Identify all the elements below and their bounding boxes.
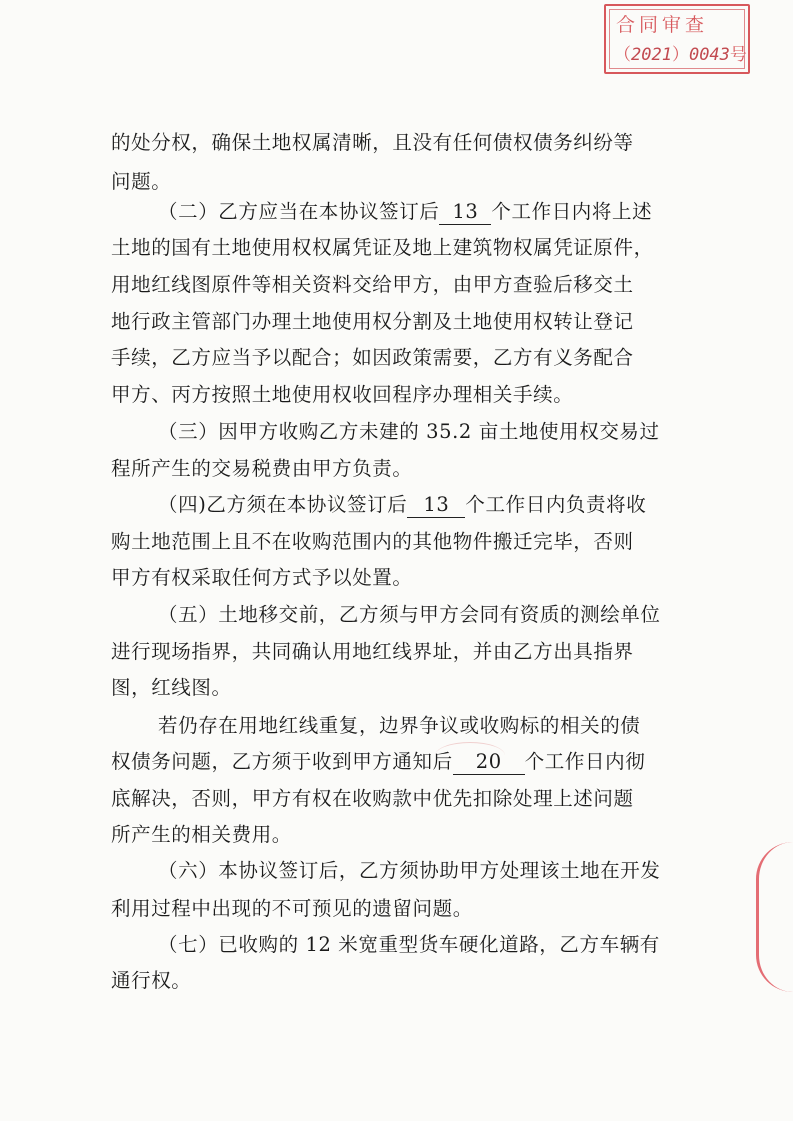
text-line: 用地红线图原件等相关资料交给甲方，由甲方查验后移交土 <box>111 273 634 296</box>
text-line: 甲方有权采取任何方式予以处置。 <box>111 566 413 589</box>
text-line: 利用过程中出现的不可预见的遗留问题。 <box>111 897 473 920</box>
text-line: （三）因甲方收购乙方未建的 35.2 亩土地使用权交易过 <box>158 420 660 443</box>
stamp-number <box>614 44 746 66</box>
filled-blank-days: 13 <box>439 200 491 225</box>
text-line: （五）土地移交前，乙方须与甲方会同有资质的测绘单位 <box>158 603 661 626</box>
filled-blank-days: 13 <box>407 493 465 518</box>
text-segment: （二）乙方应当在本协议签订后 <box>158 200 440 223</box>
text-line: 地行政主管部门办理土地使用权分割及土地使用权转让登记 <box>111 310 634 333</box>
stamp-year: 2021 <box>631 45 672 65</box>
text-segment: 个工作日内彻 <box>524 750 646 773</box>
stamp-suffix: 号 <box>729 45 747 65</box>
text-segment: 权债务问题，乙方须于收到甲方通知后 <box>111 750 453 773</box>
stamp-close-paren: ） <box>671 45 689 65</box>
text-line: 若仍存在用地红线重复，边界争议或收购标的相关的债 <box>158 714 641 737</box>
text-line: （六）本协议签订后，乙方须协助甲方处理该土地在开发 <box>158 859 661 882</box>
text-line: 手续，乙方应当予以配合；如因政策需要，乙方有义务配合 <box>111 346 634 369</box>
text-segment: 个工作日内将上述 <box>491 200 653 223</box>
text-segment: （四)乙方须在本协议签订后 <box>158 493 408 516</box>
text-line: 购土地范围上且不在收购范围内的其他物件搬迁完毕，否则 <box>111 530 634 553</box>
text-line: 通行权。 <box>111 969 192 992</box>
filled-blank-days: 20 <box>453 750 525 775</box>
stamp-title: 合同审查 <box>616 14 709 36</box>
text-segment: 个工作日内负责将收 <box>465 493 647 516</box>
text-line <box>111 748 645 776</box>
contract-review-stamp <box>604 4 750 74</box>
text-line: 甲方、丙方按照土地使用权收回程序办理相关手续。 <box>111 383 574 406</box>
text-line: 问题。 <box>111 170 172 193</box>
text-line: 所产生的相关费用。 <box>111 823 292 846</box>
text-line <box>158 491 646 519</box>
text-line: 图，红线图。 <box>111 676 232 699</box>
text-line: （七）已收购的 12 米宽重型货车硬化道路，乙方车辆有 <box>158 933 660 956</box>
text-line: 底解决，否则，甲方有权在收购款中优先扣除处理上述问题 <box>111 787 634 810</box>
text-line: 进行现场指界，共同确认用地红线界址，并由乙方出具指界 <box>111 640 634 663</box>
text-line <box>158 198 652 226</box>
text-line: 程所产生的交易税费由甲方负责。 <box>111 457 413 480</box>
stamp-open-paren: （ <box>614 45 631 65</box>
seam-seal-fragment <box>756 842 793 992</box>
text-line: 的处分权，确保土地权属清晰，且没有任何债权债务纠纷等 <box>111 131 634 154</box>
stamp-serial: 0043 <box>688 45 730 65</box>
text-line: 土地的国有土地使用权权属凭证及地上建筑物权属凭证原件， <box>111 236 654 259</box>
